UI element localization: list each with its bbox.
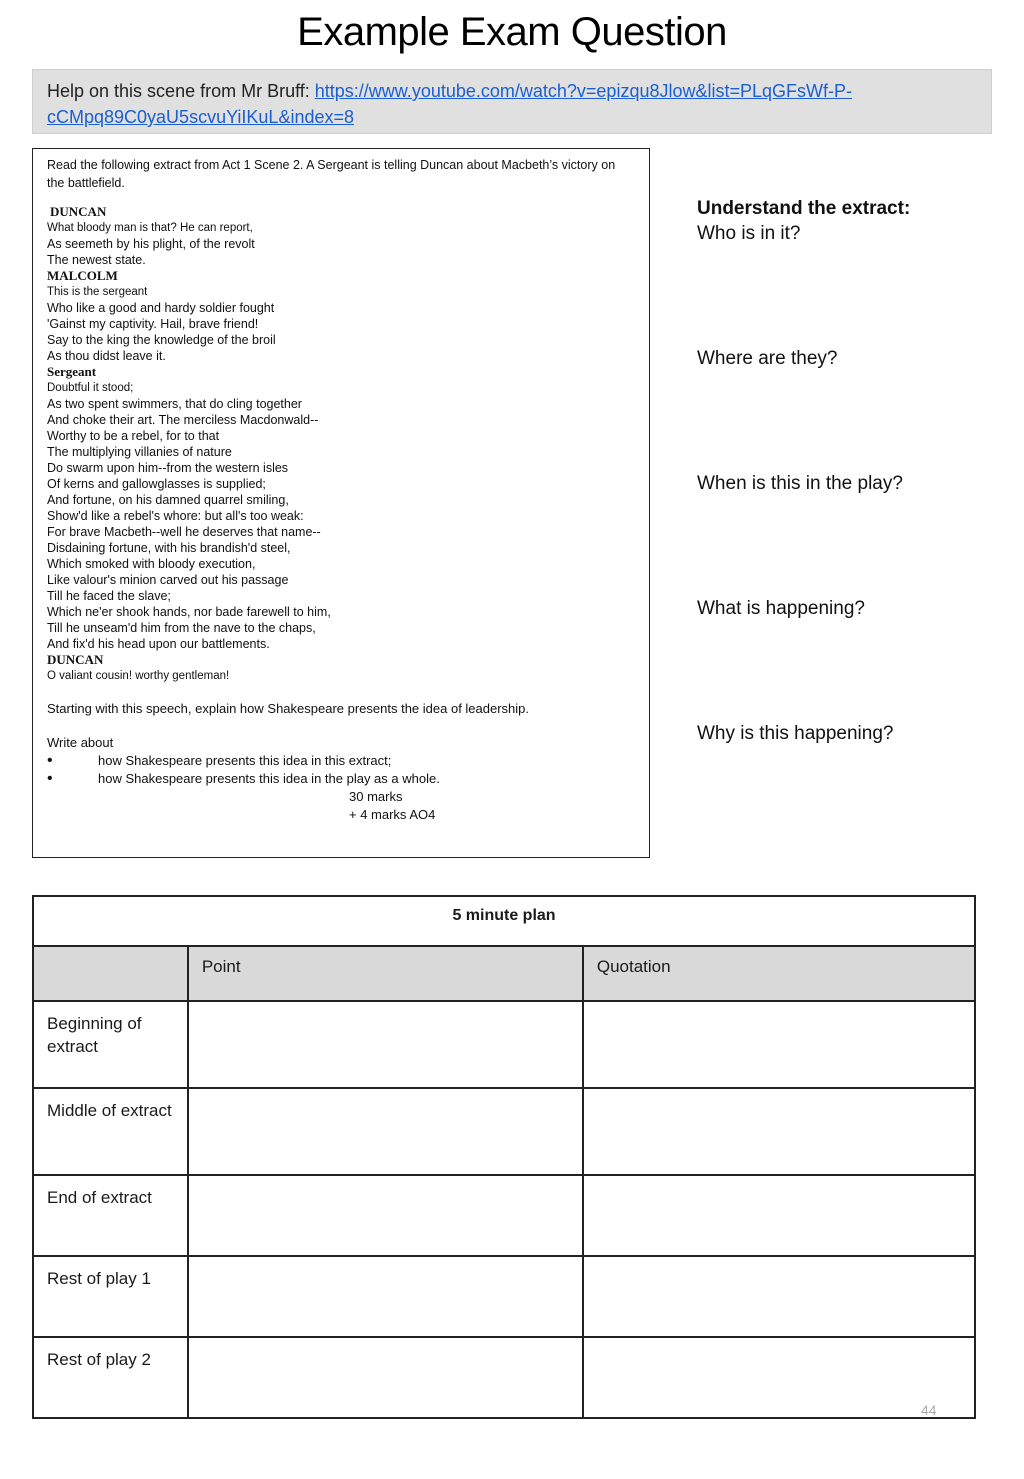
speech-line: As two spent swimmers, that do cling together — [47, 397, 302, 411]
table-row — [33, 1337, 975, 1418]
speech-line: This is the sergeant — [47, 286, 148, 298]
speaker-name: DUNCAN — [50, 204, 107, 219]
point-cell[interactable] — [188, 1175, 583, 1256]
speech-line: What bloody man is that? He can report, — [47, 222, 253, 234]
speech-line: Which ne'er shook hands, nor bade farewell to him, — [47, 605, 331, 619]
question-when: When is this in the play? — [697, 473, 903, 494]
speech-line: And fortune, on his damned quarrel smiling, — [47, 493, 289, 507]
speaker-name: DUNCAN — [47, 652, 104, 667]
bullet-text: how Shakespeare presents this idea in the play as a whole. — [98, 771, 440, 786]
bullet-icon: • — [47, 770, 53, 787]
point-cell[interactable] — [188, 1337, 583, 1418]
speech-line: Which smoked with bloody execution, — [47, 557, 256, 571]
point-cell[interactable] — [188, 1256, 583, 1337]
write-about-label: Write about — [47, 735, 114, 750]
page-title: Example Exam Question — [297, 10, 727, 54]
speech-block — [47, 204, 635, 220]
row-label: Beginning of extract — [33, 1001, 188, 1088]
speech-line: Of kerns and gallowglasses is supplied; — [47, 477, 266, 491]
row-label: Rest of play 1 — [33, 1256, 188, 1337]
plan-header-row — [33, 946, 975, 1001]
bullet-item — [47, 752, 635, 770]
exam-task: Starting with this speech, explain how Shakespeare presents the idea of leadership. — [47, 701, 530, 716]
speech-line: Say to the king the knowledge of the broil — [47, 333, 276, 347]
questions-heading: Understand the extract: — [697, 198, 911, 219]
help-prefix: Help on this scene from Mr Bruff: — [47, 81, 315, 101]
help-banner — [32, 69, 992, 134]
question-where: Where are they? — [697, 348, 838, 369]
table-row — [33, 1256, 975, 1337]
table-row — [33, 1175, 975, 1256]
quotation-cell[interactable] — [583, 1088, 975, 1175]
youtube-link[interactable]: https://www.youtube.com/watch?v=epizqu8Jlow&list=PLqGFsWf-P-cCMpq89C0yaU5scvuYiIKuL&index=8 — [47, 81, 853, 127]
row-label: Middle of extract — [33, 1088, 188, 1175]
plan-title: 5 minute plan — [33, 896, 975, 946]
speaker-name: MALCOLM — [47, 268, 118, 283]
speech-line: O valiant cousin! worthy gentleman! — [47, 670, 230, 682]
question-who: Who is in it? — [697, 223, 801, 244]
point-cell[interactable] — [188, 1088, 583, 1175]
plan-header-blank — [33, 946, 188, 1001]
quotation-cell[interactable] — [583, 1175, 975, 1256]
table-row — [33, 1088, 975, 1175]
table-row — [33, 1001, 975, 1088]
speech-line: Like valour's minion carved out his passage — [47, 573, 289, 587]
page-number: 44 — [921, 1402, 937, 1418]
row-label: End of extract — [33, 1175, 188, 1256]
ao4-marks-label: + 4 marks AO4 — [349, 807, 436, 822]
speech-line: As thou didst leave it. — [47, 349, 166, 363]
marks-label: 30 marks — [349, 789, 403, 804]
speech-line: Who like a good and hardy soldier fought — [47, 301, 275, 315]
bullet-item — [47, 770, 635, 788]
extract-box — [32, 148, 650, 858]
speech-line: Show'd like a rebel's whore: but all's too weak: — [47, 509, 304, 523]
speech-line: 'Gainst my captivity. Hail, brave friend! — [47, 317, 259, 331]
speech-line: The multiplying villanies of nature — [47, 445, 232, 459]
extract-intro: Read the following extract from Act 1 Scene 2. A Sergeant is telling Duncan about Macbeth’s victory on the battlefield. — [47, 158, 616, 190]
quotation-cell[interactable] — [583, 1256, 975, 1337]
row-label: Rest of play 2 — [33, 1337, 188, 1418]
question-why: Why is this happening? — [697, 723, 894, 744]
speech-line: Till he unseam'd him from the nave to the chaps, — [47, 621, 316, 635]
speech-line: Worthy to be a rebel, for to that — [47, 429, 220, 443]
point-cell[interactable] — [188, 1001, 583, 1088]
plan-title-row — [33, 896, 975, 946]
plan-header-quotation: Quotation — [583, 946, 975, 1001]
quotation-cell[interactable] — [583, 1337, 975, 1418]
speech-line: Disdaining fortune, with his brandish'd steel, — [47, 541, 291, 555]
speaker-name: Sergeant — [47, 364, 97, 379]
speech-line: The newest state. — [47, 253, 146, 267]
question-what: What is happening? — [697, 598, 865, 619]
quotation-cell[interactable] — [583, 1001, 975, 1088]
speech-line: For brave Macbeth--well he deserves that name-- — [47, 525, 321, 539]
speech-line: Till he faced the slave; — [47, 589, 171, 603]
plan-header-point: Point — [188, 946, 583, 1001]
five-minute-plan-table — [32, 895, 976, 1419]
bullet-icon: • — [47, 752, 53, 769]
speech-line: Do swarm upon him--from the western isles — [47, 461, 289, 475]
speech-line: Doubtful it stood; — [47, 382, 134, 394]
speech-line: And choke their art. The merciless Macdonwald-- — [47, 413, 319, 427]
speech-line: As seemeth by his plight, of the revolt — [47, 237, 255, 251]
bullet-text: how Shakespeare presents this idea in this extract; — [98, 753, 392, 768]
speech-line: And fix'd his head upon our battlements. — [47, 637, 270, 651]
